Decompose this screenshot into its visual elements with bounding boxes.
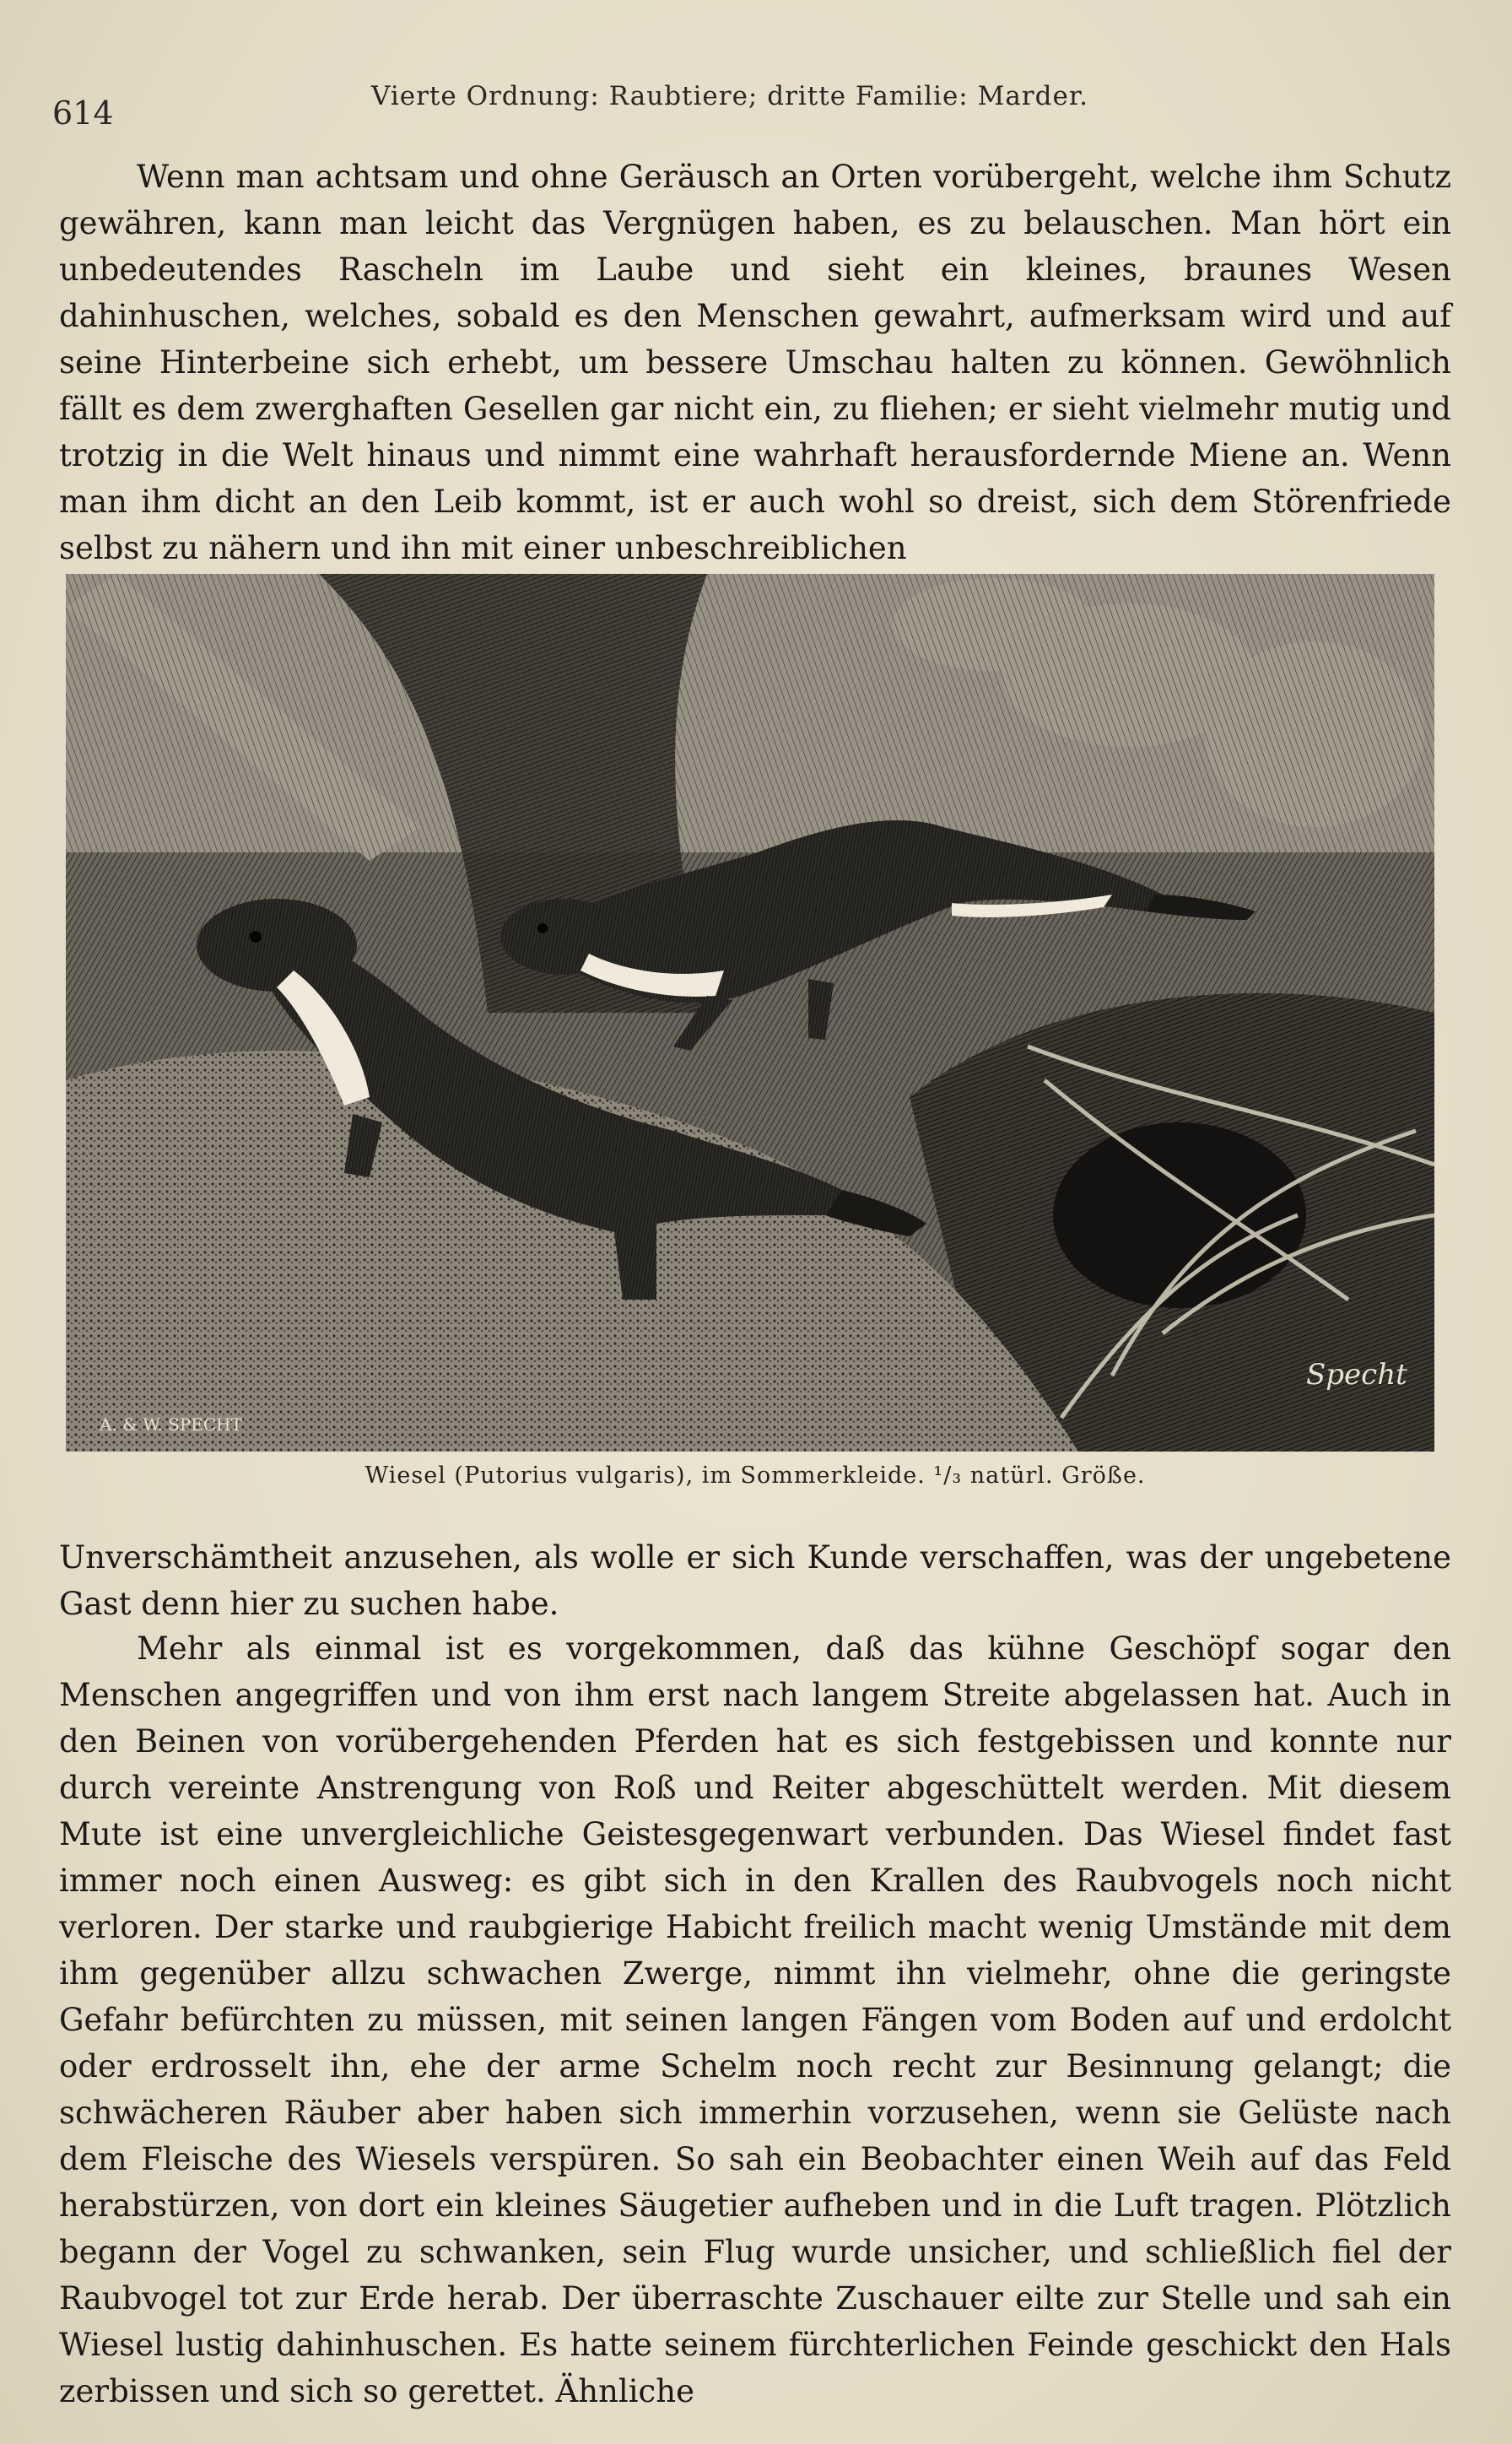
figure-caption: Wiesel (Putorius vulgaris), im Sommerkleide. ¹/₃ natürl. Größe.	[364, 1463, 1146, 1489]
paragraph-3: Mehr als einmal ist es vorgekommen, daß das kühne Geschöpf sogar den Menschen angegriffen und von ihm erst nach langem Streite abgelassen hat. Auch in den Beinen von vorübergehenden Pferden hat es sich festgebissen und konnte nur durch vereinte Anstrengung von Roß und Reiter abgeschüttelt werden. Mit diesem Mute ist eine unvergleichliche Geistesgegenwart verbunden. Das Wiesel findet fast immer noch einen Ausweg: es gibt sich in den Krallen des Raubvogels noch nicht verloren. Der starke und raubgierige Habicht freilich macht wenig Umstände mit dem ihm gegenüber allzu schwachen Zwerge, nimmt ihn vielmehr, ohne die geringste Gefahr befürchten zu müssen, mit seinen langen Fängen vom Boden auf und erdolcht oder erdrosselt ihn, ehe der arme Schelm noch recht zur Besinnung gelangt; die schwächeren Räuber aber haben sich immerhin vorzusehen, wenn sie Gelüste nach dem Fleische des Wiesels verspüren. So sah ein Beobachter einen Weih auf das Feld herabstürzen, von dort ein kleines Säugetier aufheben und in die Luft tragen. Plötzlich begann der Vogel zu schwanken, sein Flug wurde unsicher, und schließlich fiel der Raubvogel tot zur Erde herab. Der überraschte Zuschauer eilte zur Stelle und sah ein Wiesel lustig dahinhuschen. Es hatte seinem fürchterlichen Feinde geschickt den Hals zerbissen und sich so gerettet. Ähnliche	[59, 1630, 1451, 2409]
page-number: 614	[52, 95, 114, 132]
engraver-signature-left: A. & W. SPECHT	[100, 1414, 242, 1435]
engraver-signature-right: Specht	[1306, 1358, 1407, 1392]
running-head: Vierte Ordnung: Raubtiere; dritte Familie: Marder.	[371, 81, 1089, 111]
paragraph-1: Wenn man achtsam und ohne Geräusch an Orten vorübergeht, welche ihm Schutz gewähren, kann man leicht das Vergnügen haben, es zu belauschen. Man hört ein unbedeutendes Rascheln im Laube und sieht ein kleines, braunes Wesen dahinhuschen, welches, sobald es den Menschen gewahrt, aufmerksam wird und auf seine Hinterbeine sich erhebt, um bessere Umschau halten zu können. Gewöhnlich fällt es dem zwerghaften Gesellen gar nicht ein, zu fliehen; er sieht vielmehr mutig und trotzig in die Welt hinaus und nimmt eine wahrhaft herausfordernde Miene an. Wenn man ihm dicht an den Leib kommt, ist er auch wohl so dreist, sich dem Störenfriede selbst zu nähern und ihn mit einer unbeschreiblichen	[59, 159, 1451, 566]
weasel-illustration	[66, 574, 1434, 1452]
paragraph-2: Unverschämtheit anzusehen, als wolle er sich Kunde verschaffen, was der ungebetene Gast denn hier zu suchen habe.	[59, 1539, 1451, 1622]
